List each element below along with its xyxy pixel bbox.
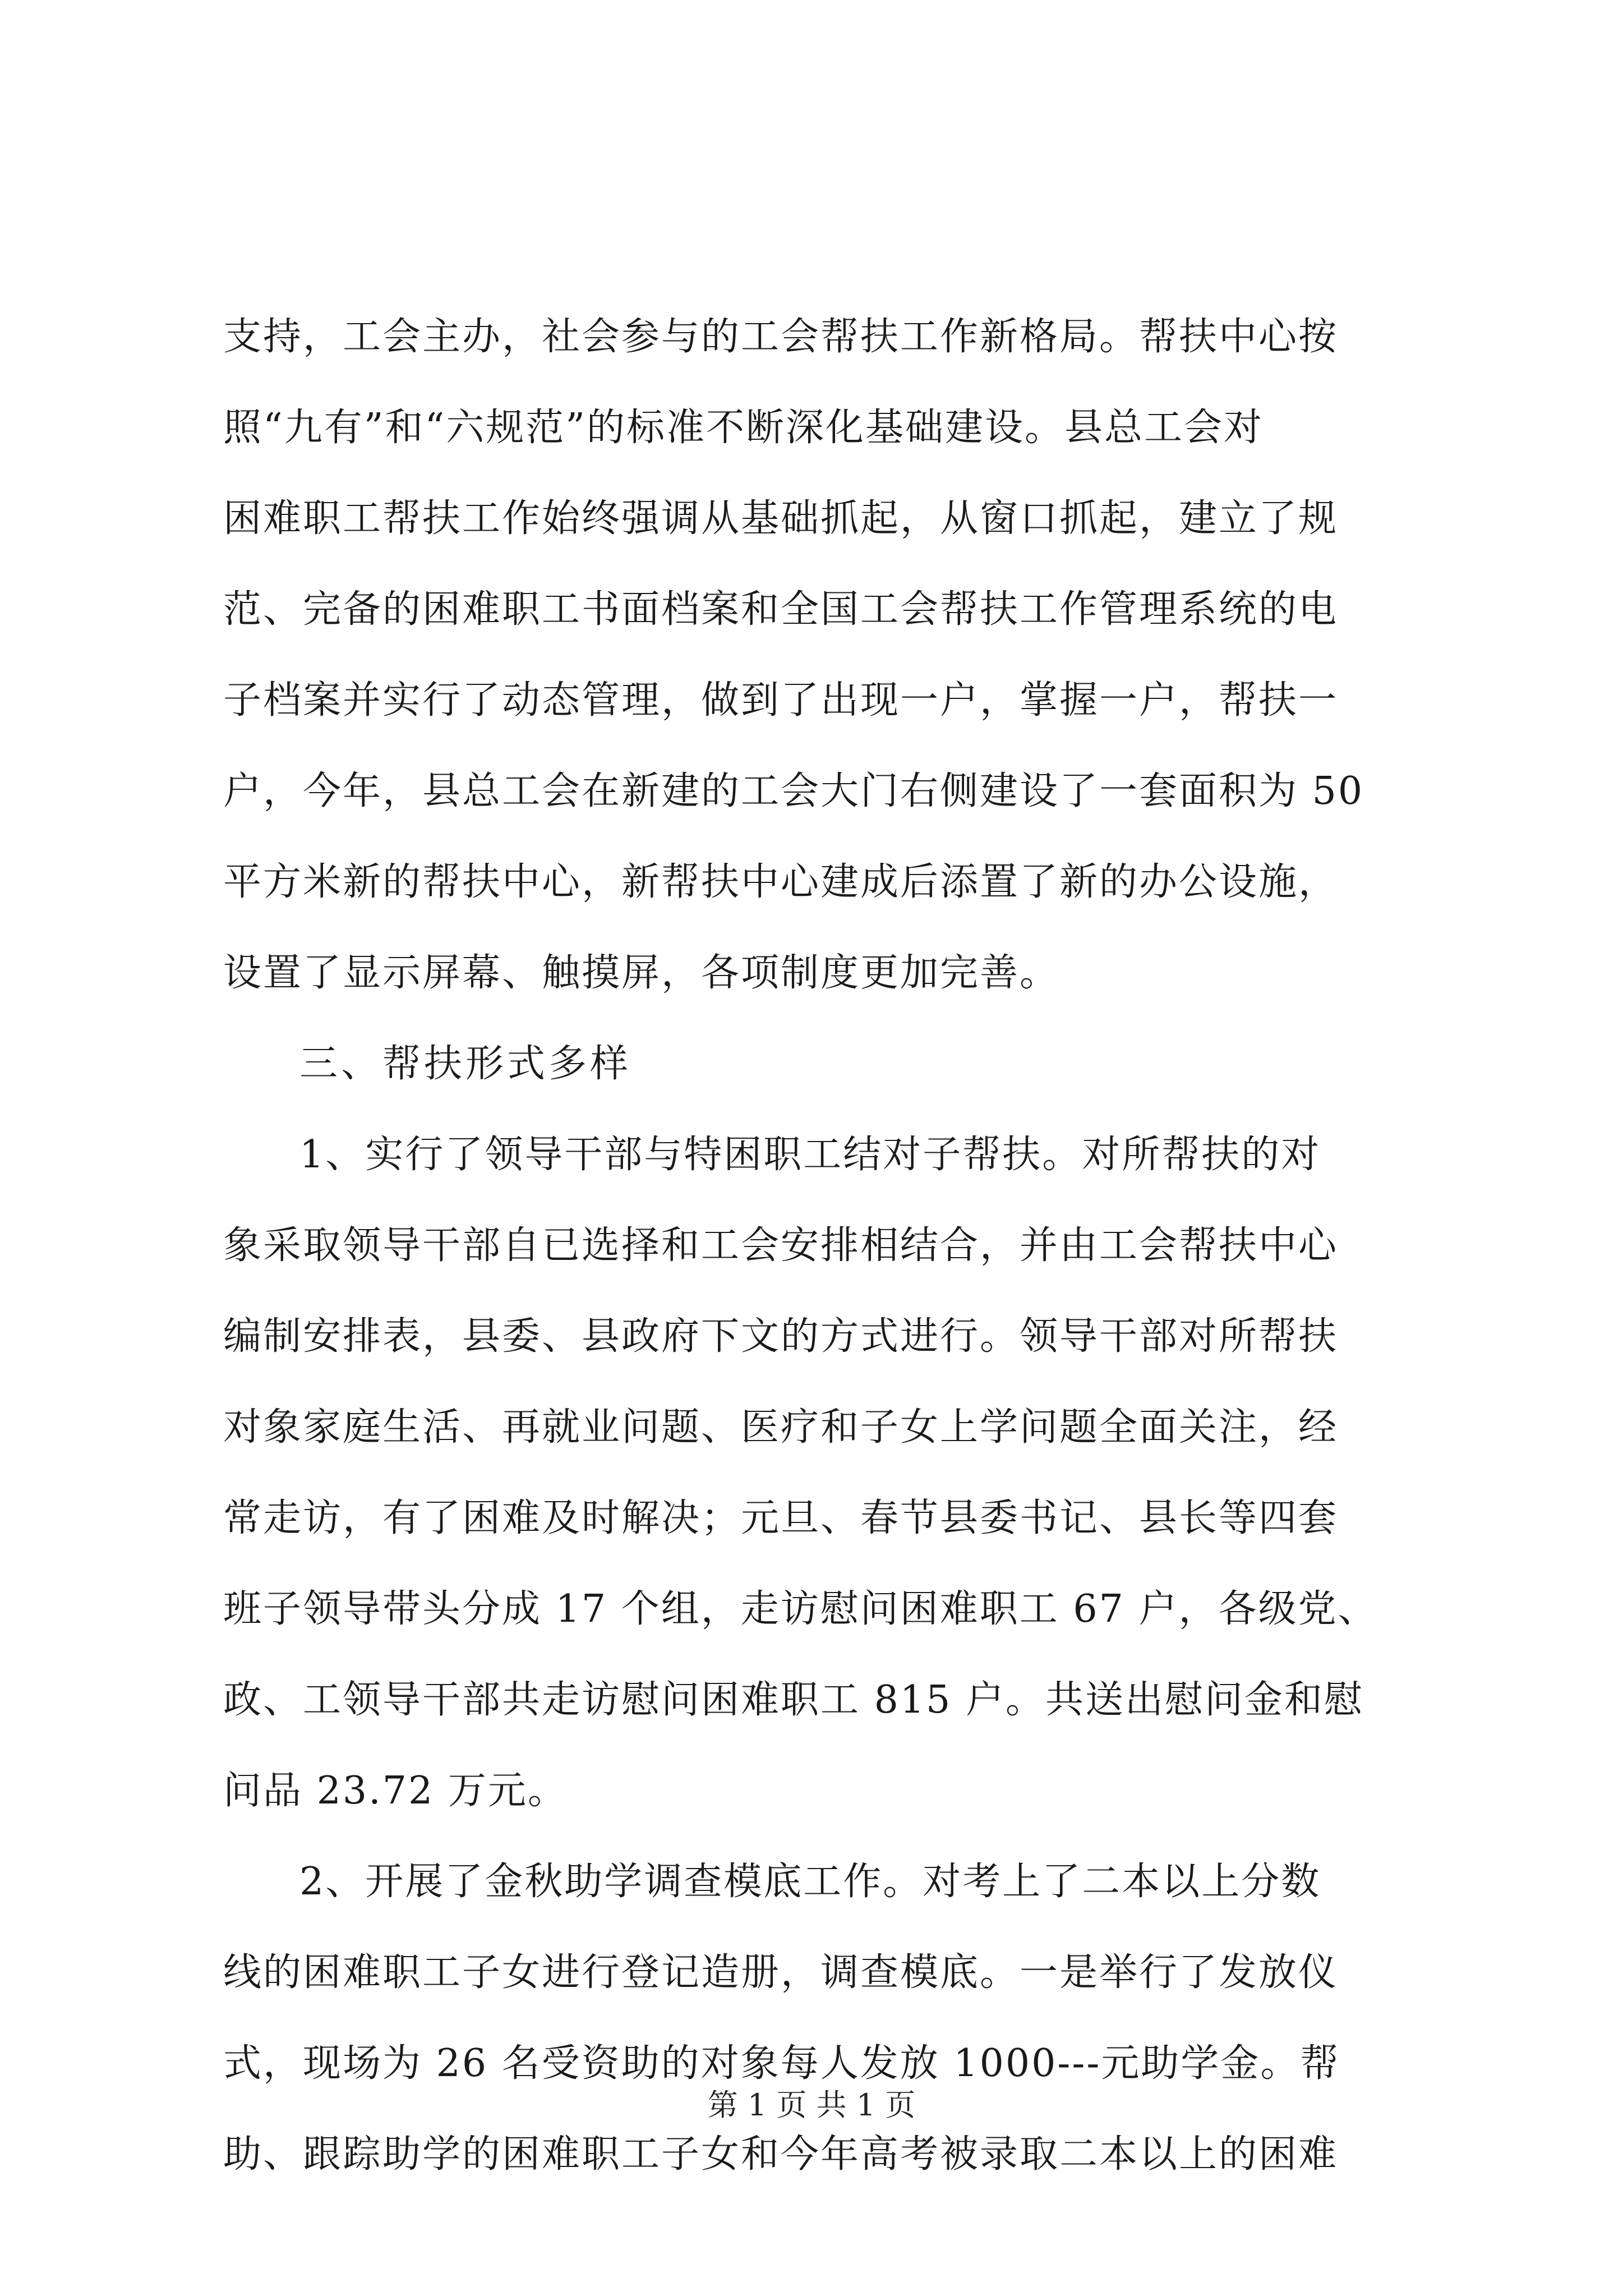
text-line: 困难职工帮扶工作始终强调从基础抓起，从窗口抓起，建立了规 [223,496,1339,541]
page-footer: 第 1 页 共 1 页 [707,2087,916,2123]
text-line: 平方米新的帮扶中心，新帮扶中心建成后添置了新的办公设施， [223,860,1339,904]
text-line: 式，现场为 26 名受资助的对象每人发放 1000---元助学金。帮 [223,2041,1340,2086]
document-body [223,292,1412,2200]
text-line: 政、工领导干部共走访慰问困难职工 815 户。共送出慰问金和慰 [223,1678,1364,1722]
text-line: 对象家庭生活、再就业问题、医疗和子女上学问题全面关注，经 [223,1405,1339,1450]
text-line: 范、完备的困难职工书面档案和全国工会帮扶工作管理系统的电 [223,587,1339,632]
text-line: 问品 23.72 万元。 [223,1769,568,1813]
text-line: 常走访，有了困难及时解决；元旦、春节县委书记、县长等四套 [223,1496,1339,1540]
paragraph-first-line: 2、开展了金秋助学调查模底工作。对考上了二本以上分数 [299,1860,1321,1904]
text-line: 象采取领导干部自已选择和工会安排相结合，并由工会帮扶中心 [223,1223,1339,1268]
paragraph-first-line: 1、实行了领导干部与特困职工结对子帮扶。对所帮扶的对 [299,1133,1321,1177]
text-line: 助、跟踪助学的困难职工子女和今年高考被录取二本以上的困难 [223,2132,1339,2177]
text-line: 户，今年，县总工会在新建的工会大门右侧建设了一套面积为 50 [223,769,1364,813]
text-line: 班子领导带头分成 17 个组，走访慰问困难职工 67 户，各级党、 [223,1587,1378,1631]
text-line: 设置了显示屏幕、触摸屏，各项制度更加完善。 [223,951,1060,995]
text-line: 线的困难职工子女进行登记造册，调查模底。一是举行了发放仪 [223,1950,1339,1995]
section-heading: 三、帮扶形式多样 [299,1042,632,1086]
text-line: 子档案并实行了动态管理，做到了出现一户，掌握一户，帮扶一 [223,678,1339,723]
text-line: 编制安排表，县委、县政府下文的方式进行。领导干部对所帮扶 [223,1314,1339,1359]
text-line: 照“九有”和“六规范”的标准不断深化基础建设。县总工会对 [223,406,1264,450]
text-line: 支持，工会主办，社会参与的工会帮扶工作新格局。帮扶中心按 [223,315,1339,359]
